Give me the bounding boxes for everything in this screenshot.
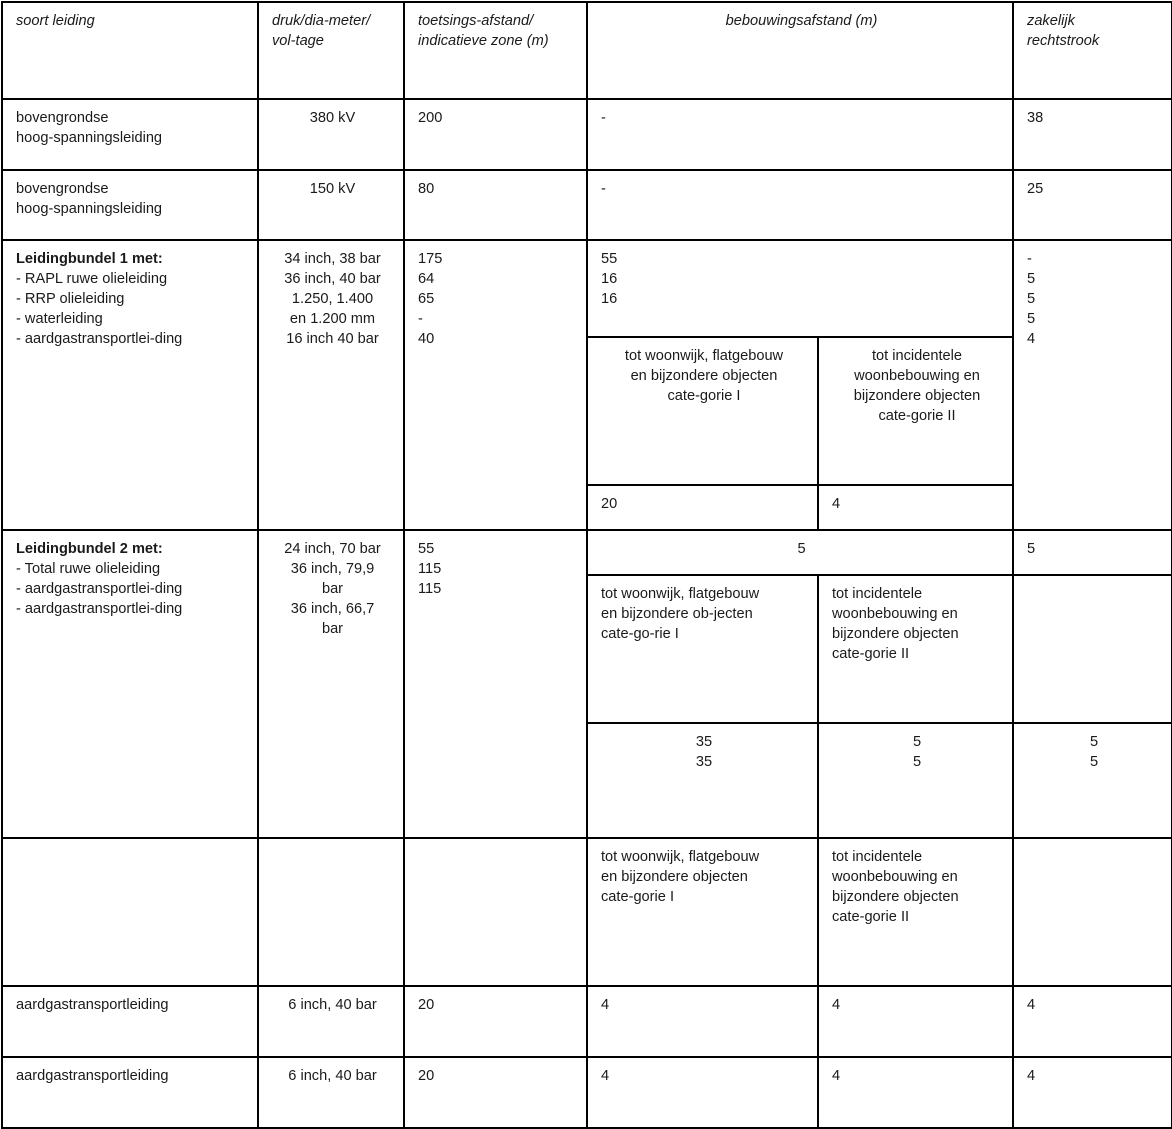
header-soort-leiding: soort leiding	[2, 2, 258, 99]
cell-soort: aardgastransportleiding	[2, 986, 258, 1057]
header-bebouwingsafstand: bebouwingsafstand (m)	[587, 2, 1013, 99]
table-row	[2, 240, 1172, 337]
cell-empty	[404, 838, 587, 986]
cell-cat1-label: tot woonwijk, flatgebouw en bijzondere objecten cate-gorie I	[587, 838, 818, 986]
cell-bundel2-cat1-value: 35 35	[587, 723, 818, 838]
cell-cat2-label: tot incidentele woonbebouwing en bijzondere objecten cate-gorie II	[818, 838, 1013, 986]
table-row	[2, 838, 1172, 986]
cell-druk: 6 inch, 40 bar	[258, 1057, 404, 1128]
cell-bundel2-soort	[2, 530, 258, 838]
cell-bebouwing: -	[587, 170, 1013, 240]
bundel2-items: - Total ruwe olieleiding - aardgastransportlei-ding - aardgastransportlei-ding	[16, 561, 183, 617]
table-row	[2, 530, 1172, 575]
bundel2-title: Leidingbundel 2 met:	[16, 541, 163, 557]
cell-druk: 380 kV	[258, 99, 404, 170]
cell-empty	[2, 838, 258, 986]
cell-toetsing: 200	[404, 99, 587, 170]
cell-cat2: 4	[818, 1057, 1013, 1128]
cell-druk: 6 inch, 40 bar	[258, 986, 404, 1057]
cell-bundel1-druk: 34 inch, 38 bar 36 inch, 40 bar 1.250, 1.400 en 1.200 mm 16 inch 40 bar	[258, 240, 404, 530]
cell-bundel1-cat1-value: 20	[587, 485, 818, 530]
cell-bundel2-bebouwing: 5	[587, 530, 1013, 575]
cell-bundel1-soort	[2, 240, 258, 530]
header-druk-diameter-voltage: druk/dia-meter/ vol-tage	[258, 2, 404, 99]
header-toetsingsafstand: toetsings-afstand/ indicatieve zone (m)	[404, 2, 587, 99]
table-row	[2, 170, 1172, 240]
cell-bundel1-bebouwing: 55 16 16	[587, 240, 1013, 337]
cell-cat2: 4	[818, 986, 1013, 1057]
cell-bundel1-cat2-label: tot incidentele woonbebouwing en bijzondere objecten cate-gorie II	[818, 337, 1013, 485]
cell-bundel2-zakelijk-value: 5 5	[1013, 723, 1172, 838]
cell-bundel2-zakelijk: 5	[1013, 530, 1172, 575]
bundel1-title: Leidingbundel 1 met:	[16, 251, 163, 267]
cell-bundel1-cat1-label: tot woonwijk, flatgebouw en bijzondere objecten cate-gorie I	[587, 337, 818, 485]
cell-bundel1-toetsing: 175 64 65 - 40	[404, 240, 587, 530]
pipeline-distance-table	[1, 1, 1172, 1129]
cell-zakelijk: 4	[1013, 986, 1172, 1057]
cell-empty	[258, 838, 404, 986]
cell-bundel2-cat1-label: tot woonwijk, flatgebouw en bijzondere ob-jecten cate-go-rie I	[587, 575, 818, 723]
table-row	[2, 99, 1172, 170]
cell-soort: aardgastransportleiding	[2, 1057, 258, 1128]
cell-soort: bovengrondse hoog-spanningsleiding	[2, 99, 258, 170]
cell-bundel2-cat2-value: 5 5	[818, 723, 1013, 838]
table-row	[2, 1057, 1172, 1128]
cell-empty	[1013, 838, 1172, 986]
cell-bundel1-cat2-value: 4	[818, 485, 1013, 530]
cell-toetsing: 80	[404, 170, 587, 240]
cell-bebouwing: -	[587, 99, 1013, 170]
table-row	[2, 986, 1172, 1057]
cell-bundel1-zakelijk: - 5 5 5 4	[1013, 240, 1172, 530]
cell-zakelijk: 38	[1013, 99, 1172, 170]
header-row	[2, 2, 1172, 99]
cell-empty	[1013, 575, 1172, 723]
cell-toetsing: 20	[404, 986, 587, 1057]
cell-zakelijk: 4	[1013, 1057, 1172, 1128]
cell-cat1: 4	[587, 1057, 818, 1128]
cell-bundel2-druk: 24 inch, 70 bar 36 inch, 79,9 bar 36 inch, 66,7 bar	[258, 530, 404, 838]
cell-bundel2-toetsing: 55 115 115	[404, 530, 587, 838]
header-zakelijk-rechtstrook: zakelijk rechtstrook	[1013, 2, 1172, 99]
cell-druk: 150 kV	[258, 170, 404, 240]
cell-cat1: 4	[587, 986, 818, 1057]
cell-zakelijk: 25	[1013, 170, 1172, 240]
cell-toetsing: 20	[404, 1057, 587, 1128]
cell-bundel2-cat2-label: tot incidentele woonbebouwing en bijzondere objecten cate-gorie II	[818, 575, 1013, 723]
bundel1-items: - RAPL ruwe olieleiding - RRP olieleiding - waterleiding - aardgastransportlei-ding	[16, 271, 183, 347]
cell-soort: bovengrondse hoog-spanningsleiding	[2, 170, 258, 240]
